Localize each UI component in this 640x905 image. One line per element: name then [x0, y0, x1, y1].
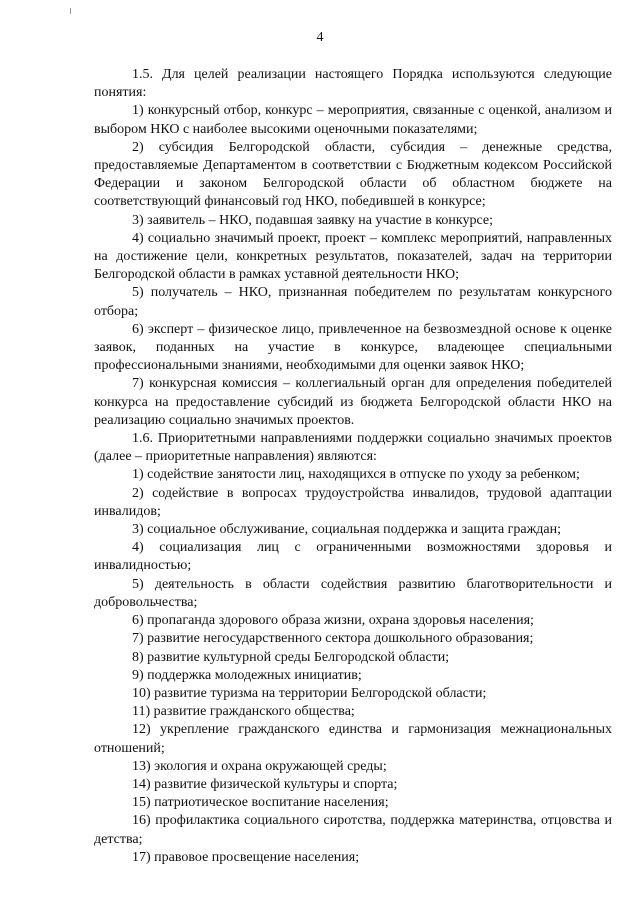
paragraph: 1) конкурсный отбор, конкурс – мероприятия, связанные с оценкой, анализом и выбором НКО с наиболее высокими оценочными показателями; — [94, 103, 612, 137]
paragraph: 12) укрепление гражданского единства и гармонизация межнациональных отношений; — [94, 722, 612, 756]
paragraph: 16) профилактика социального сиротства, поддержка материнства, отцовства и детства; — [94, 813, 612, 847]
paragraph: 4) социально значимый проект, проект – комплекс мероприятий, направленных на достижение цели, конкретных результатов, показателей, задач на территории Белгородской области в рамках уставной деятельности НКО; — [94, 230, 612, 283]
paragraph: 6) эксперт – физическое лицо, привлеченное на безвозмездной основе к оценке заявок, поданных на участие в конкурсе, владеющее специальными профессиональными знаниями, необходимыми для оценки заявок НКО; — [94, 321, 612, 374]
paragraph: 11) развитие гражданского общества; — [132, 704, 355, 720]
paragraph: 17) правовое просвещение населения; — [132, 849, 360, 865]
paragraph: 14) развитие физической культуры и спорта; — [132, 776, 398, 792]
document-body — [94, 66, 612, 867]
paragraph: 9) поддержка молодежных инициатив; — [132, 667, 362, 683]
paragraph: 2) содействие в вопросах трудоустройства инвалидов, трудовой адаптации инвалидов; — [94, 485, 612, 519]
paragraph: 7) развитие негосударственного сектора дошкольного образования; — [132, 631, 534, 647]
paragraph: 1.5. Для целей реализации настоящего Порядка используются следующие понятия: — [94, 67, 612, 101]
paragraph: 5) деятельность в области содействия развитию благотворительности и добровольчества; — [94, 576, 612, 610]
page-number: 4 — [316, 30, 324, 45]
paragraph: 8) развитие культурной среды Белгородской области; — [132, 649, 450, 665]
paragraph: 10) развитие туризма на территории Белгородской области; — [132, 685, 487, 701]
edge-mark — [70, 8, 71, 14]
paragraph: 6) пропаганда здорового образа жизни, охрана здоровья населения; — [132, 613, 534, 629]
paragraph: 3) социальное обслуживание, социальная поддержка и защита граждан; — [132, 522, 562, 538]
paragraph: 1.6. Приоритетными направлениями поддержки социально значимых проектов (далее – приоритетные направления) являются: — [94, 431, 612, 465]
paragraph: 7) конкурсная комиссия – коллегиальный орган для определения победителей конкурса на предоставление субсидий из бюджета Белгородской области НКО на реализацию социально значимых проектов. — [94, 376, 612, 428]
paragraph: 3) заявитель – НКО, подавшая заявку на участие в конкурсе; — [132, 212, 494, 228]
paragraph: 4) социализация лиц с ограниченными возможностями здоровья и инвалидностью; — [94, 540, 612, 574]
paragraph: 1) содействие занятости лиц, находящихся в отпуске по уходу за ребенком; — [132, 467, 580, 483]
paragraph: 5) получатель – НКО, признанная победителем по результатам конкурсного отбора; — [94, 285, 612, 319]
paragraph: 15) патриотическое воспитание населения; — [132, 795, 389, 811]
paragraph: 13) экология и охрана окружающей среды; — [132, 758, 387, 774]
paragraph: 2) субсидия Белгородской области, субсидия – денежные средства, предоставляемые Департаментом в соответствии с Бюджетным кодексом Российской Федерации и законом Белгородской области об областном бюджете на соответствующий финансовый год НКО, победившей в конкурсе; — [94, 139, 612, 210]
